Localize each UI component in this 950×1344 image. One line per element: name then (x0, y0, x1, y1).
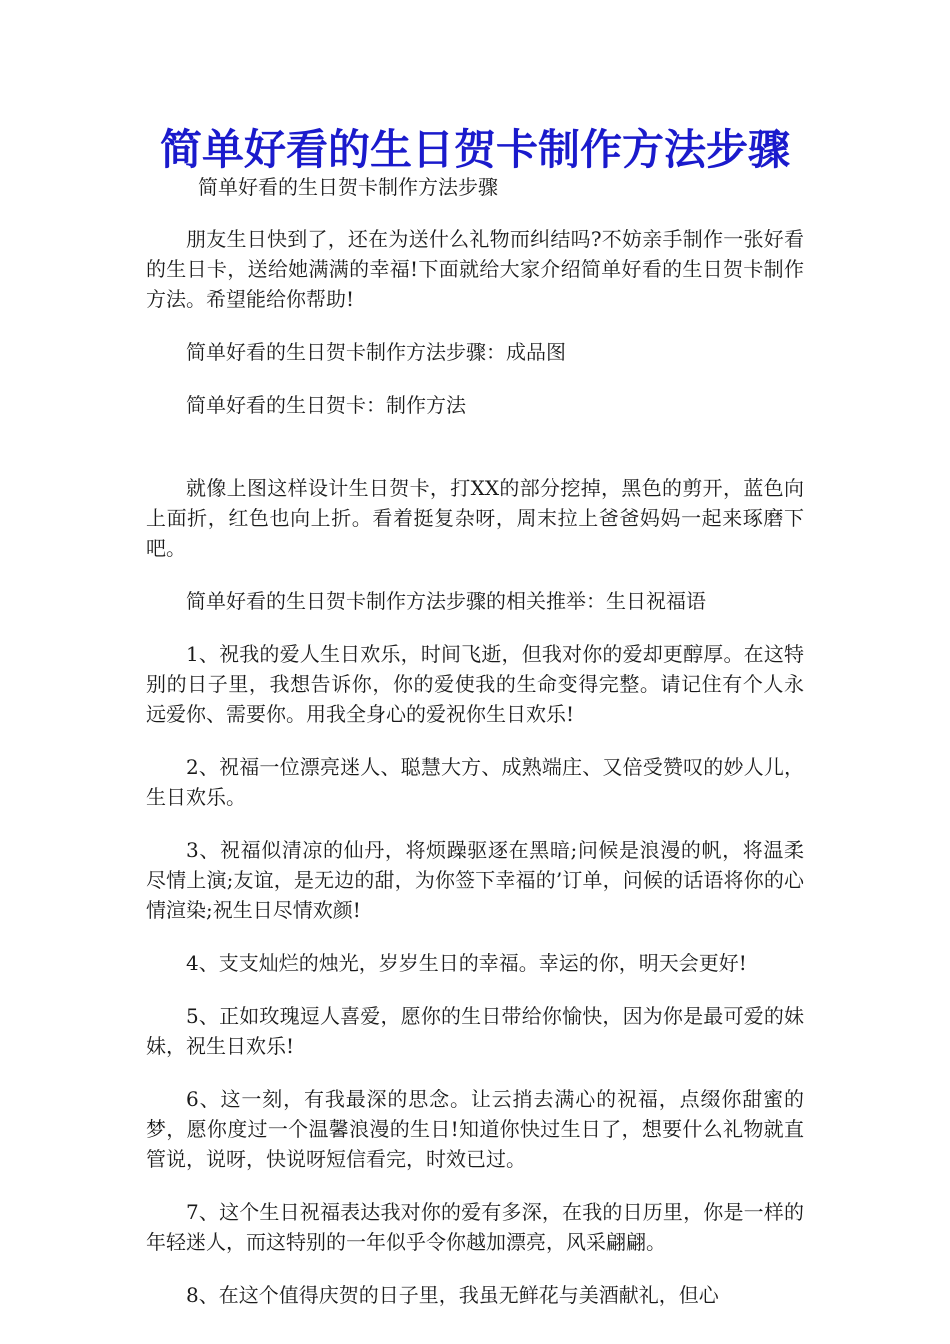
wish-item: 3、祝福似清凉的仙丹，将烦躁驱逐在黑暗;问候是浪漫的帆，将温柔尽情上演;友谊，是无边的甜，为你签下幸福的’订单，问候的话语将你的心情渲染;祝生日尽情欢颜! (146, 838, 804, 922)
wish-item: 8、在这个值得庆贺的日子里，我虽无鲜花与美酒献礼，但心 (186, 1283, 719, 1307)
wish-item: 4、支支灿烂的烛光，岁岁生日的幸福。幸运的你，明天会更好! (186, 951, 747, 975)
subtitle-paragraph: 简单好看的生日贺卡制作方法步骤 (198, 175, 498, 199)
section-heading-wishes: 简单好看的生日贺卡制作方法步骤的相关推举：生日祝福语 (186, 589, 706, 613)
wish-item: 1、祝我的爱人生日欢乐，时间飞逝，但我对你的爱却更醇厚。在这特别的日子里，我想告诉你，你的爱使我的生命变得完整。请记住有个人永远爱你、需要你。用我全身心的爱祝你生日欢乐! (146, 642, 804, 726)
document-body (146, 172, 804, 1333)
section-heading-method: 简单好看的生日贺卡：制作方法 (186, 393, 466, 417)
section-heading-finished-image: 简单好看的生日贺卡制作方法步骤：成品图 (186, 340, 566, 364)
wish-item: 7、这个生日祝福表达我对你的爱有多深，在我的日历里，你是一样的年轻迷人，而这特别的一年似乎令你越加漂亮，风采翩翩。 (146, 1200, 804, 1254)
wish-item: 5、正如玫瑰逗人喜爱，愿你的生日带给你愉快，因为你是最可爱的妹妹，祝生日欢乐! (146, 1004, 804, 1058)
document-title: 简单好看的生日贺卡制作方法步骤 (159, 125, 790, 174)
method-paragraph: 就像上图这样设计生日贺卡，打XX的部分挖掉，黑色的剪开，蓝色向上面折，红色也向上折。看着挺复杂呀，周末拉上爸爸妈妈一起来琢磨下吧。 (146, 476, 804, 560)
wish-item: 2、祝福一位漂亮迷人、聪慧大方、成熟端庄、又倍受赞叹的妙人儿，生日欢乐。 (146, 755, 804, 809)
wish-item: 6、这一刻，有我最深的思念。让云捎去满心的祝福，点缀你甜蜜的梦，愿你度过一个温馨浪漫的生日!知道你快过生日了，想要什么礼物就直管说，说呀，快说呀短信看完，时效已过。 (146, 1087, 804, 1171)
intro-paragraph: 朋友生日快到了，还在为送什么礼物而纠结吗?不妨亲手制作一张好看的生日卡，送给她满满的幸福!下面就给大家介绍简单好看的生日贺卡制作方法。希望能给你帮助! (146, 227, 804, 311)
